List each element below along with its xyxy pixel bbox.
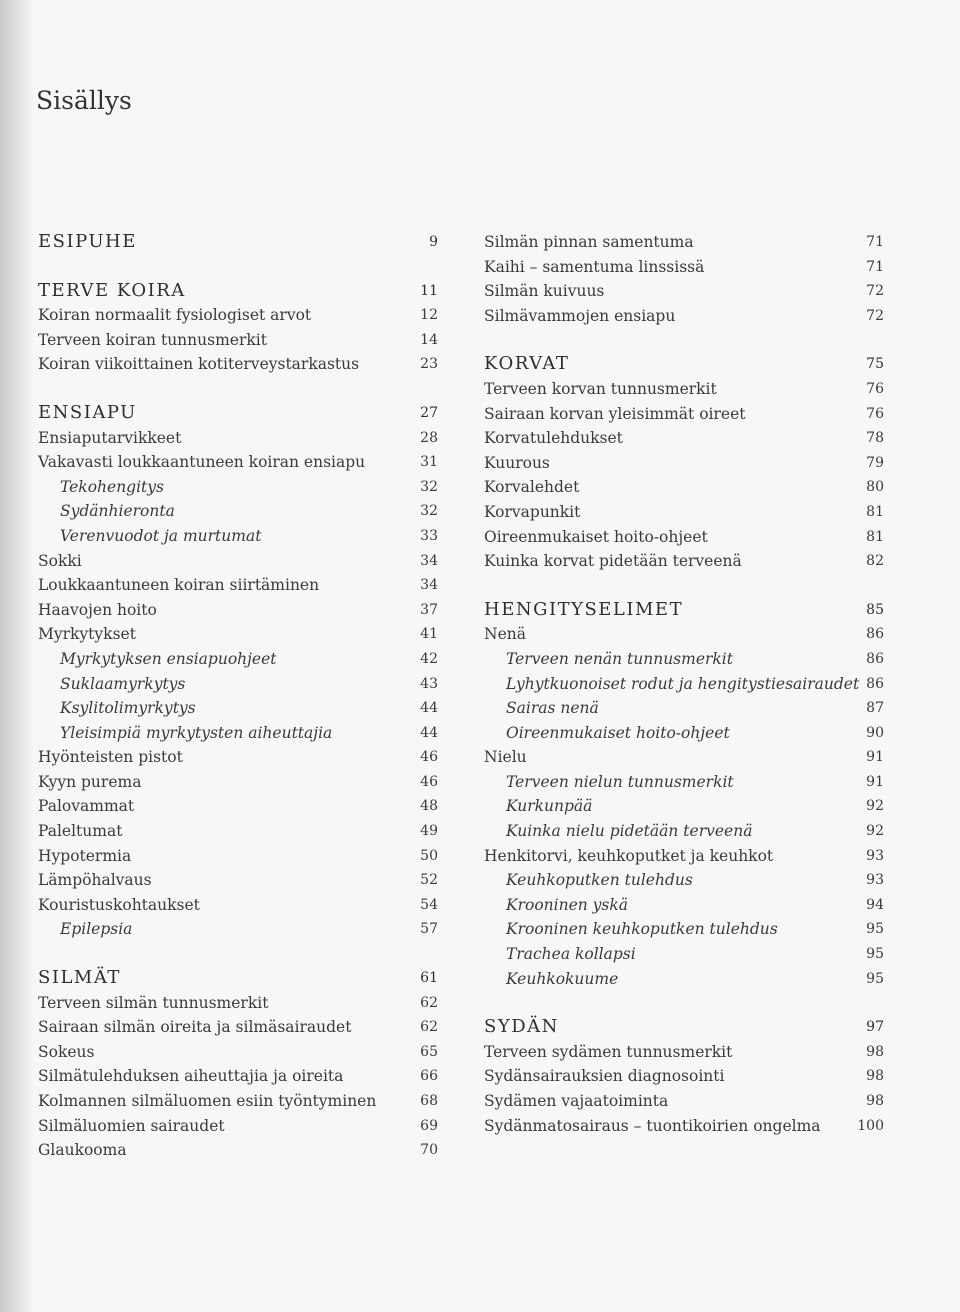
toc-entry-label: Nenä xyxy=(484,625,526,644)
toc-entry-label: Ensiaputarvikkeet xyxy=(38,428,182,447)
toc-entry xyxy=(484,1040,884,1065)
toc-entry-label: Terveen silmän tunnusmerkit xyxy=(38,993,269,1012)
toc-entry-label: Kolmannen silmäluomen esiin työntyminen xyxy=(38,1092,377,1110)
toc-entry xyxy=(38,573,438,598)
toc-subentry xyxy=(38,647,438,672)
toc-page-number: 37 xyxy=(420,601,438,618)
toc-entry xyxy=(484,304,884,329)
toc-entry xyxy=(484,451,884,476)
toc-page-number: 32 xyxy=(420,503,438,520)
toc-page-number: 92 xyxy=(866,823,884,840)
toc-entry-label: Krooninen keuhkoputken tulehdus xyxy=(506,920,778,939)
toc-entry xyxy=(484,1114,884,1139)
toc-subentry xyxy=(484,770,884,795)
toc-page-number: 79 xyxy=(866,454,884,471)
toc-entry-label: Silmätulehduksen aiheuttajia ja oireita xyxy=(38,1067,344,1086)
toc-section-heading xyxy=(38,230,438,255)
toc-entry-label: Terveen korvan tunnusmerkit xyxy=(484,379,717,398)
toc-subentry xyxy=(38,672,438,697)
toc-entry-label: Kuinka nielu pidetään terveenä xyxy=(506,822,753,841)
toc-entry-label: Lämpöhalvaus xyxy=(38,871,152,890)
toc-entry-label: Keuhkoputken tulehdus xyxy=(506,871,693,890)
toc-page-number: 92 xyxy=(866,798,884,815)
toc-subentry xyxy=(38,475,438,500)
toc-entry xyxy=(484,1089,884,1114)
toc-subentry xyxy=(484,672,884,697)
toc-page-number: 49 xyxy=(420,823,438,840)
toc-entry xyxy=(38,303,438,328)
toc-entry xyxy=(484,279,884,304)
toc-entry xyxy=(484,745,884,770)
toc-page-number: 52 xyxy=(420,872,438,889)
toc-subentry xyxy=(484,819,884,844)
toc-page-number: 98 xyxy=(866,1043,884,1060)
toc-section-heading xyxy=(38,966,438,991)
toc-entry-label: Kyyn purema xyxy=(38,772,142,791)
toc-entry-label: Krooninen yskä xyxy=(506,895,629,914)
toc-entry-label: Koiran viikoittainen kotiterveystarkastus xyxy=(38,355,360,374)
toc-page-number: 86 xyxy=(866,626,884,643)
toc-entry-label: Sokki xyxy=(38,551,82,570)
toc-entry-label: Ksylitolimyrkytys xyxy=(60,699,196,718)
toc-page-number: 71 xyxy=(866,234,884,250)
toc-entry-label: Oireenmukaiset hoito-ohjeet xyxy=(484,527,708,546)
toc-entry xyxy=(38,1089,438,1114)
toc-section-heading xyxy=(484,598,884,623)
toc-entry xyxy=(484,230,884,255)
toc-entry-label: Nielu xyxy=(484,748,527,767)
toc-entry-label: Haavojen hoito xyxy=(38,600,157,619)
toc-entry-label: Korvapunkit xyxy=(484,502,581,521)
toc-subentry xyxy=(38,524,438,549)
toc-entry-label: Sairaan korvan yleisimmät oireet xyxy=(484,404,746,423)
toc-entry-label: Hyönteisten pistot xyxy=(38,748,183,767)
toc-subentry xyxy=(484,647,884,672)
toc-page-number: 41 xyxy=(420,626,438,643)
toc-page-number: 33 xyxy=(420,527,438,544)
toc-entry xyxy=(38,598,438,623)
toc-left-column xyxy=(38,230,438,1163)
toc-entry-label: Sairaan silmän oireita ja silmäsairaudet xyxy=(38,1018,352,1037)
toc-page-number: 86 xyxy=(866,650,884,667)
toc-entry xyxy=(484,525,884,550)
toc-page-number: 28 xyxy=(420,429,438,446)
toc-page-number: 43 xyxy=(420,675,438,692)
toc-page-number: 81 xyxy=(866,528,884,545)
toc-subentry xyxy=(484,721,884,746)
toc-entry-label: HENGITYSELIMET xyxy=(484,598,684,620)
toc-entry xyxy=(484,500,884,525)
toc-right-column xyxy=(484,230,884,1138)
toc-page-number: 48 xyxy=(420,798,438,815)
toc-page-number: 50 xyxy=(420,847,438,864)
toc-subentry xyxy=(484,893,884,918)
toc-page-number: 72 xyxy=(866,307,884,324)
toc-entry-label: Epilepsia xyxy=(60,920,133,939)
toc-page-number: 93 xyxy=(866,872,884,889)
toc-entry-label: Loukkaantuneen koiran siirtäminen xyxy=(38,576,320,595)
toc-page-number: 93 xyxy=(866,847,884,864)
toc-entry xyxy=(38,450,438,475)
toc-page-number: 72 xyxy=(866,283,884,300)
toc-subentry xyxy=(38,721,438,746)
toc-entry xyxy=(484,377,884,402)
toc-page-number: 65 xyxy=(420,1043,438,1060)
toc-subentry xyxy=(38,917,438,942)
toc-page-number: 54 xyxy=(420,896,438,913)
toc-page-number: 46 xyxy=(420,749,438,766)
toc-subentry xyxy=(38,696,438,721)
toc-entry xyxy=(38,549,438,574)
toc-page-number: 46 xyxy=(420,773,438,790)
toc-entry-label: Sydänhieronta xyxy=(60,502,175,521)
toc-page-number: 34 xyxy=(420,552,438,569)
toc-page-number: 91 xyxy=(866,773,884,790)
toc-page-number: 76 xyxy=(866,380,884,397)
toc-page-number: 68 xyxy=(420,1093,438,1109)
toc-entry-label: Terveen sydämen tunnusmerkit xyxy=(484,1042,733,1061)
toc-entry-label: Kuinka korvat pidetään terveenä xyxy=(484,552,742,571)
toc-page-number: 11 xyxy=(420,282,438,299)
toc-entry-label: Vakavasti loukkaantuneen koiran ensiapu xyxy=(38,453,366,472)
toc-entry xyxy=(38,328,438,353)
toc-entry xyxy=(38,770,438,795)
toc-entry-label: Silmän kuivuus xyxy=(484,282,605,301)
toc-entry-label: Oireenmukaiset hoito-ohjeet xyxy=(506,723,730,742)
toc-entry-label: Keuhkokuume xyxy=(506,969,619,988)
toc-entry-label: TERVE KOIRA xyxy=(38,279,186,301)
toc-page-number: 71 xyxy=(866,258,884,275)
page-title: Sisällys xyxy=(36,86,132,115)
toc-entry xyxy=(38,1040,438,1065)
toc-page-number: 75 xyxy=(866,356,884,373)
toc-entry-label: Verenvuodot ja murtumat xyxy=(60,526,262,545)
toc-entry-label: Koiran normaalit fysiologiset arvot xyxy=(38,306,312,325)
toc-entry-label: Hypotermia xyxy=(38,846,132,865)
toc-entry-label: Henkitorvi, keuhkoputket ja keuhkot xyxy=(484,846,774,865)
toc-page-number: 76 xyxy=(866,405,884,422)
toc-page-number: 94 xyxy=(866,896,884,913)
toc-page-number: 70 xyxy=(420,1142,438,1159)
toc-entry-label: Suklaamyrkytys xyxy=(60,674,186,693)
toc-subentry xyxy=(484,917,884,942)
toc-entry xyxy=(38,893,438,918)
toc-entry-label: Kurkunpää xyxy=(506,797,593,816)
toc-entry-label: Palovammat xyxy=(38,797,135,816)
toc-page-number: 98 xyxy=(866,1093,884,1109)
toc-entry xyxy=(484,844,884,869)
toc-page-number: 98 xyxy=(866,1068,884,1085)
toc-entry xyxy=(38,426,438,451)
toc-subentry xyxy=(484,696,884,721)
toc-entry xyxy=(38,1064,438,1089)
toc-entry xyxy=(38,1114,438,1139)
toc-page-number: 34 xyxy=(420,577,438,594)
toc-page-number: 85 xyxy=(866,601,884,618)
toc-entry-label: Yleisimpiä myrkytysten aiheuttajia xyxy=(60,723,333,742)
toc-entry-label: Korvatulehdukset xyxy=(484,429,623,448)
toc-page-number: 78 xyxy=(866,430,884,447)
toc-entry-label: Paleltumat xyxy=(38,822,123,841)
toc-entry-label: Terveen nielun tunnusmerkit xyxy=(506,772,734,791)
toc-page-number: 12 xyxy=(420,307,438,324)
toc-entry-label: Silmävammojen ensiapu xyxy=(484,306,676,325)
toc-page-number: 90 xyxy=(866,724,884,741)
toc-entry-label: Sairas nenä xyxy=(506,699,599,718)
toc-page-number: 82 xyxy=(866,553,884,570)
toc-entry-label: SYDÄN xyxy=(484,1016,559,1038)
toc-entry xyxy=(38,794,438,819)
toc-entry-label: Myrkytyksen ensiapuohjeet xyxy=(60,649,277,668)
toc-entry xyxy=(38,352,438,377)
toc-entry xyxy=(484,402,884,427)
toc-page-number: 66 xyxy=(420,1068,438,1085)
toc-entry xyxy=(38,1138,438,1163)
page-gutter-shadow xyxy=(0,0,34,1312)
toc-page-number: 42 xyxy=(420,650,438,667)
toc-entry-label: Sydänmatosairaus – tuontikoirien ongelma xyxy=(484,1116,821,1135)
toc-page-number: 80 xyxy=(866,479,884,496)
toc-page-number: 62 xyxy=(420,1019,438,1036)
toc-page-number: 69 xyxy=(420,1117,438,1134)
toc-entry-label: SILMÄT xyxy=(38,967,121,989)
toc-entry-label: Sokeus xyxy=(38,1042,95,1061)
toc-page-number: 95 xyxy=(866,946,884,963)
toc-entry-label: Lyhytkuonoiset rodut ja hengitystiesairaudet xyxy=(506,674,860,693)
toc-page-number: 95 xyxy=(866,921,884,938)
toc-entry xyxy=(38,1015,438,1040)
toc-entry xyxy=(38,819,438,844)
toc-entry-label: Sydänsairauksien diagnosointi xyxy=(484,1067,725,1086)
toc-entry xyxy=(484,475,884,500)
toc-entry-label: Terveen nenän tunnusmerkit xyxy=(506,649,733,668)
toc-subentry xyxy=(38,499,438,524)
toc-entry-label: Trachea kollapsi xyxy=(506,945,636,964)
toc-entry xyxy=(484,549,884,574)
toc-entry-label: Sydämen vajaatoiminta xyxy=(484,1092,669,1110)
toc-page-number: 86 xyxy=(866,675,884,692)
toc-entry-label: Silmän pinnan samentuma xyxy=(484,233,694,251)
toc-page-number: 14 xyxy=(420,331,438,348)
toc-page-number: 31 xyxy=(420,454,438,471)
toc-page-number: 81 xyxy=(866,503,884,520)
toc-page-number: 44 xyxy=(420,724,438,741)
toc-page-number: 95 xyxy=(866,970,884,987)
toc-section-heading xyxy=(38,401,438,426)
toc-section-heading xyxy=(484,352,884,377)
toc-page-number: 32 xyxy=(420,478,438,495)
toc-entry-label: Myrkytykset xyxy=(38,625,136,644)
toc-page-number: 100 xyxy=(857,1117,884,1134)
toc-subentry xyxy=(484,794,884,819)
toc-entry-label: Terveen koiran tunnusmerkit xyxy=(38,330,267,349)
toc-section-heading xyxy=(484,1015,884,1040)
toc-entry xyxy=(38,745,438,770)
toc-entry-label: ENSIAPU xyxy=(38,401,137,423)
toc-entry-label: ESIPUHE xyxy=(38,231,137,252)
toc-entry-label: Kaihi – samentuma linssissä xyxy=(484,257,705,276)
toc-entry-label: KORVAT xyxy=(484,353,570,375)
toc-page-number: 87 xyxy=(866,700,884,717)
toc-subentry xyxy=(484,942,884,967)
toc-entry xyxy=(484,255,884,280)
toc-page-number: 27 xyxy=(420,404,438,421)
toc-entry xyxy=(38,844,438,869)
toc-entry-label: Korvalehdet xyxy=(484,478,580,497)
toc-page-number: 57 xyxy=(420,921,438,938)
toc-entry-label: Tekohengitys xyxy=(60,477,164,496)
toc-entry-label: Silmäluomien sairaudet xyxy=(38,1116,225,1135)
toc-page-number: 9 xyxy=(429,234,438,250)
toc-subentry xyxy=(484,967,884,992)
toc-entry-label: Kuurous xyxy=(484,453,550,472)
toc-page-number: 23 xyxy=(420,356,438,373)
toc-entry xyxy=(484,622,884,647)
toc-page-number: 44 xyxy=(420,700,438,717)
toc-page-number: 97 xyxy=(866,1019,884,1036)
toc-page-number: 61 xyxy=(420,970,438,987)
toc-section-heading xyxy=(38,279,438,304)
toc-entry xyxy=(38,868,438,893)
toc-entry xyxy=(38,991,438,1016)
toc-entry xyxy=(38,622,438,647)
toc-entry-label: Kouristuskohtaukset xyxy=(38,895,200,914)
toc-page-number: 62 xyxy=(420,994,438,1011)
toc-subentry xyxy=(484,868,884,893)
toc-entry xyxy=(484,426,884,451)
toc-entry-label: Glaukooma xyxy=(38,1141,127,1160)
toc-page-number: 91 xyxy=(866,749,884,766)
toc-entry xyxy=(484,1064,884,1089)
